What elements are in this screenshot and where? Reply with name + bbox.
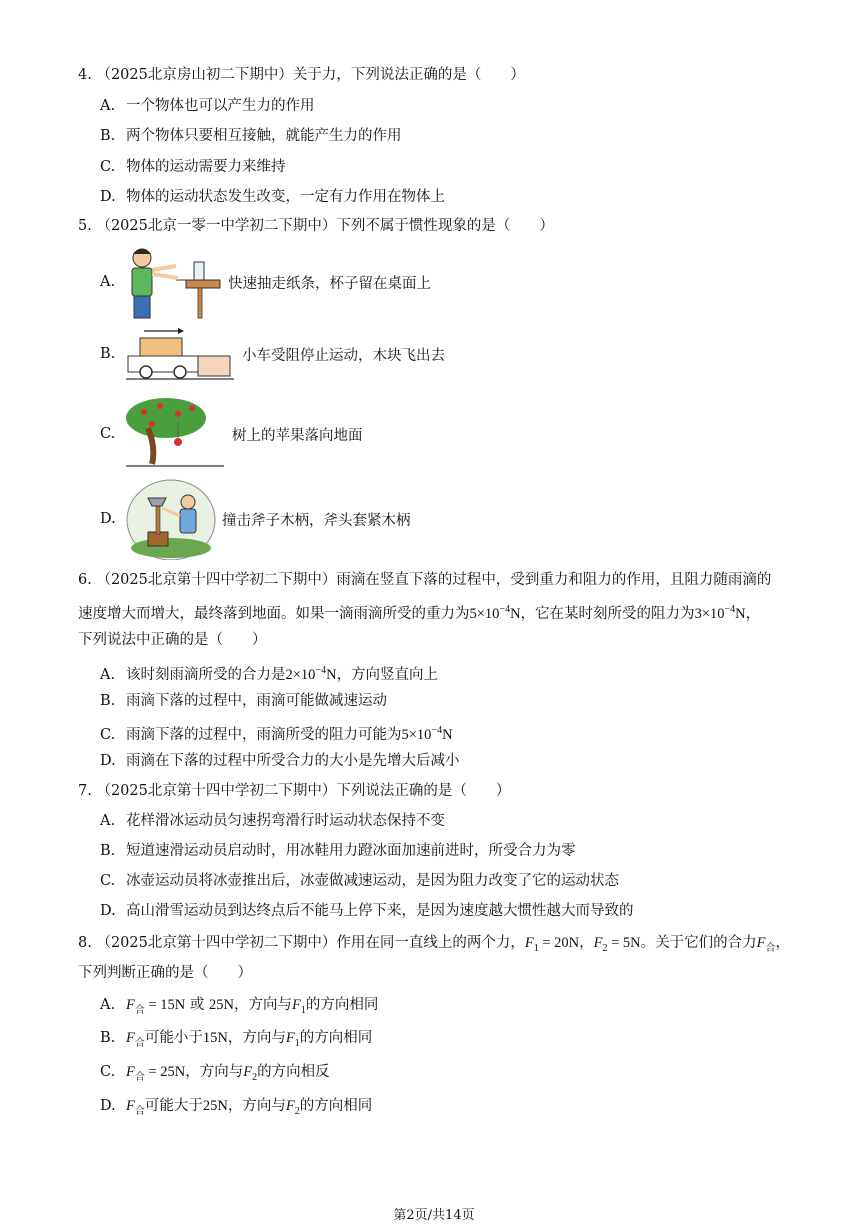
q7-option-d[interactable] (100, 896, 634, 926)
force-f2: $F_2$ (285, 1098, 300, 1117)
page-number-footer: 第2页/共14页 (393, 1208, 475, 1223)
option-letter: B. (100, 1030, 116, 1046)
question-5-stem: 5. （2025北京一零一中学初二下期中）下列不属于惯性现象的是（ ） (78, 218, 554, 234)
option-text: 高山滑雪运动员到达终点后不能马上停下来，是因为速度越大惯性越大而导致的 (126, 903, 634, 919)
force-resultant: $F_合 = 25N$ (126, 1064, 186, 1083)
option-text: 一个物体也可以产生力的作用 (126, 98, 315, 114)
text-run: 可能大于 (144, 1098, 203, 1114)
apple-tree-icon (126, 398, 226, 470)
q4-option-d[interactable] (100, 182, 445, 212)
option-letter: C. (100, 426, 116, 442)
text-run: 速度增大而增大，最终落到地面。如果一滴雨滴所受的重力为 (78, 605, 470, 622)
option-letter: A. (100, 98, 116, 114)
q5-option-c[interactable] (100, 398, 363, 470)
q8-option-a[interactable] (100, 990, 378, 1026)
text-run: 。关于它们的合力 (640, 935, 757, 951)
text-run: 该时刻雨滴所受的合力是 (126, 666, 286, 683)
q5-option-b[interactable] (100, 326, 445, 382)
text-run: ，它在某时刻所受的阻力为 (520, 605, 695, 622)
option-caption: 快速抽走纸条，杯子留在桌面上 (228, 275, 431, 292)
text-run: ，方向与 (227, 1098, 286, 1114)
option-text: 冰壶运动员将冰壶推出后，冰壶做减速运动，是因为阻力改变了它的运动状态 (126, 873, 619, 889)
option-text: 物体的运动状态发生改变，一定有力作用在物体上 (126, 189, 445, 205)
math-value: $5\times 10^{-4}N$ (401, 725, 453, 743)
math-value: 25N (208, 997, 234, 1013)
math-value: $5\times 10^{-4}N$ (469, 604, 521, 622)
force-f1: $F_1$ (291, 997, 306, 1016)
cart-block-icon (126, 326, 236, 382)
question-6-stem-line2 (78, 595, 818, 629)
q6-option-d[interactable] (100, 746, 460, 776)
q7-option-c[interactable] (100, 866, 619, 896)
text-run: 雨滴下落的过程中，雨滴所受的阻力可能为 (126, 726, 402, 743)
q5-option-a[interactable] (100, 244, 431, 320)
option-caption: 树上的苹果落向地面 (232, 427, 363, 444)
math-value: $2\times 10^{-4}N$ (285, 665, 337, 683)
option-letter: A. (100, 666, 116, 683)
question-6-stem-line3: 下列说法中正确的是（ ） (78, 632, 267, 648)
option-letter: D. (100, 1098, 116, 1114)
text-run: ， (745, 605, 761, 622)
option-letter: A. (100, 997, 116, 1013)
option-letter: C. (100, 726, 116, 743)
q5-option-d[interactable] (100, 478, 411, 560)
option-letter: C. (100, 873, 116, 889)
option-text: 雨滴在下落的过程中所受合力的大小是先增大后减小 (126, 753, 460, 769)
text-run: 可能小于 (144, 1030, 203, 1046)
option-caption: 撞击斧子木柄，斧头套紧木柄 (222, 512, 411, 529)
option-text: 两个物体只要相互接触，就能产生力的作用 (126, 128, 402, 144)
text-run: ， (775, 935, 790, 951)
option-text: 花样滑冰运动员匀速拐弯滑行时运动状态保持不变 (126, 813, 445, 829)
force-f2: $F_2 = 5N$ (593, 935, 641, 954)
option-letter: B. (100, 346, 116, 362)
text-run: 的方向相同 (299, 1030, 373, 1046)
option-letter: B. (100, 843, 116, 859)
q4-option-b[interactable] (100, 121, 402, 151)
option-letter: A. (100, 274, 116, 290)
force-resultant: $F_合$ (126, 1030, 145, 1049)
q8-option-b[interactable] (100, 1023, 372, 1059)
question-6-stem-line1: 6. （2025北京第十四中学初二下期中）雨滴在竖直下落的过程中，受到重力和阻力的作用，且阻力随雨滴的 (78, 572, 772, 588)
question-7-stem: 7. （2025北京第十四中学初二下期中）下列说法正确的是（ ） (78, 783, 511, 799)
force-resultant: $F_合 = 15N$ (126, 997, 186, 1016)
option-text: 短道速滑运动员启动时，用冰鞋用力蹬冰面加速前进时，所受合力为零 (126, 843, 576, 859)
math-value: 25N (202, 1098, 228, 1114)
option-text: 雨滴下落的过程中，雨滴可能做减速运动 (126, 693, 387, 709)
question-8-stem-line1: 8. （2025北京第十四中学初二下期中）作用在同一直线上的两个力，$F_1 = 20N$，$F_2 = 5N$。关于它们的合力$F_合$， (78, 935, 790, 954)
q7-option-a[interactable] (100, 806, 445, 836)
question-8-stem-line2: 下列判断正确的是（ ） (78, 965, 252, 981)
q6-option-b[interactable] (100, 686, 387, 716)
option-letter: B. (100, 693, 116, 709)
option-letter: C. (100, 1064, 116, 1080)
q4-option-a[interactable] (100, 91, 315, 121)
question-4-stem: 4. （2025北京房山初二下期中）关于力，下列说法正确的是（ ） (78, 67, 525, 83)
text-run: ，方向竖直向上 (336, 666, 439, 683)
option-text: 物体的运动需要力来维持 (126, 159, 286, 175)
text-run: 8. （2025北京第十四中学初二下期中）作用在同一直线上的两个力， (78, 935, 525, 951)
q8-option-d[interactable] (100, 1091, 372, 1127)
option-letter: D. (100, 511, 116, 527)
text-run: ，方向与 (233, 997, 292, 1013)
force-f1: $F_1 = 20N$ (524, 935, 580, 954)
force-f2: $F_2$ (243, 1064, 258, 1083)
q6-option-a[interactable] (100, 656, 438, 690)
q6-option-c[interactable] (100, 716, 453, 750)
option-letter: B. (100, 128, 116, 144)
text-run: ，方向与 (227, 1030, 286, 1046)
option-letter: D. (100, 903, 116, 919)
option-letter: D. (100, 189, 116, 205)
option-letter: C. (100, 159, 116, 175)
option-letter: D. (100, 753, 116, 769)
q7-option-b[interactable] (100, 836, 576, 866)
option-caption: 小车受阻停止运动，木块飞出去 (242, 347, 445, 364)
text-run: 的方向相反 (257, 1064, 330, 1080)
force-resultant: $F_合$ (756, 935, 776, 954)
text-run: ，方向与 (185, 1064, 244, 1080)
text-run: 的方向相同 (299, 1098, 373, 1114)
boy-pulling-paper-icon (126, 244, 222, 320)
math-value: 15N (202, 1030, 228, 1046)
q4-option-c[interactable] (100, 152, 286, 182)
math-value: $3\times 10^{-4}N$ (694, 604, 746, 622)
force-resultant: $F_合$ (126, 1098, 145, 1117)
text-run: 的方向相同 (305, 997, 379, 1013)
force-f1: $F_1$ (285, 1030, 300, 1049)
axe-handle-icon (126, 478, 216, 560)
option-letter: A. (100, 813, 116, 829)
q8-option-c[interactable] (100, 1057, 330, 1093)
text-run: 或 (189, 997, 205, 1013)
